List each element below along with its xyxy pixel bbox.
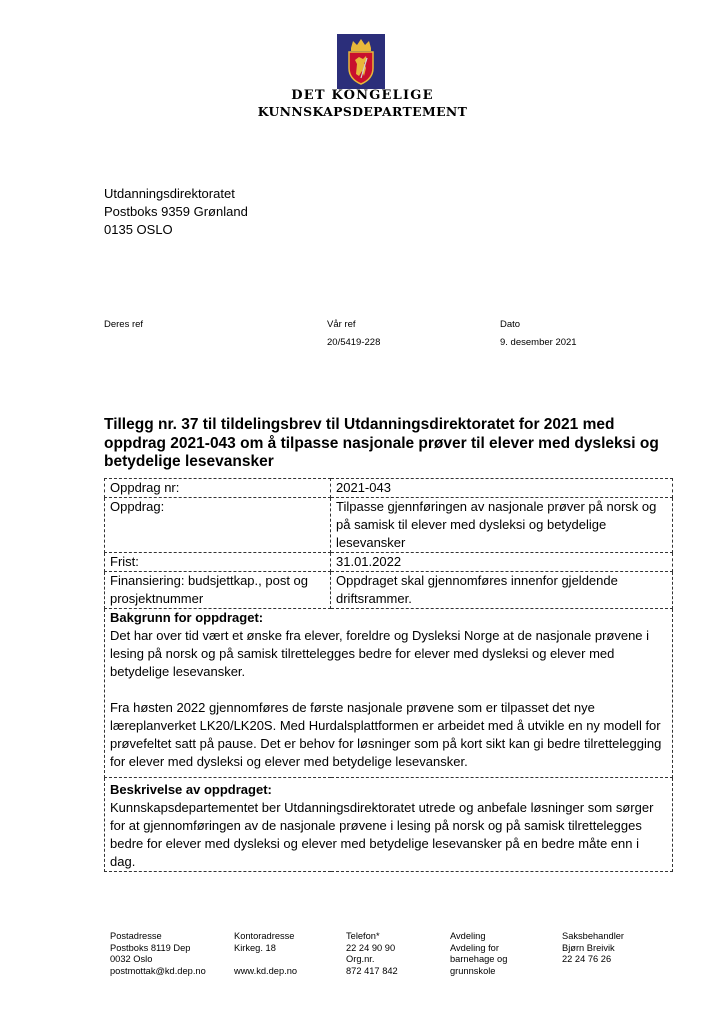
table-cell-value: 2021-043	[331, 479, 673, 498]
var-ref-value: 20/5419-228	[327, 337, 381, 348]
letterhead-line-1: DET KONGELIGE	[291, 88, 434, 103]
var-ref-label: Vår ref	[327, 319, 356, 330]
footer-telefon	[346, 931, 398, 977]
background-heading: Bakgrunn for oppdraget:	[110, 610, 264, 625]
table-cell-value: 31.01.2022	[331, 553, 673, 572]
background-section	[105, 609, 673, 778]
table-row	[105, 498, 673, 553]
footer-text: Avdeling for	[450, 942, 499, 953]
footer-label: Postadresse	[110, 931, 162, 941]
table-row	[105, 609, 673, 778]
description-paragraph: Kunnskapsdepartementet ber Utdanningsdirektoratet utrede og anbefale løsninger som sørger for at gjennomføringen av de nasjonale prøvene i lesing på norsk og på samisk tilrettelegges bedre for elever med dysleksi og elever med betydelige lesevansker på en bedre måte enn i dag.	[110, 800, 654, 869]
document-title: Tillegg nr. 37 til tildelingsbrev til Utdanningsdirektoratet for 2021 med oppdrag 2021-043 om å tilpasse nasjonale prøver til elever med dysleksi og betydelige lesevansker	[104, 416, 659, 470]
deres-ref-label: Deres ref	[104, 319, 144, 330]
description-section	[105, 778, 673, 872]
footer-saksbehandler	[562, 931, 624, 966]
table-row	[105, 778, 673, 872]
footer-text: Kirkeg. 18	[234, 942, 276, 953]
footer-email: postmottak@kd.dep.no	[110, 965, 206, 976]
dato-value: 9. desember 2021	[500, 337, 577, 348]
table-row	[105, 572, 673, 609]
recipient-street: Postboks 9359 Grønland	[104, 204, 248, 219]
table-cell-label: Oppdrag nr:	[105, 479, 331, 498]
table-cell-label: Oppdrag:	[105, 498, 331, 553]
footer-label: Kontoradresse	[234, 931, 295, 941]
dato-label: Dato	[500, 319, 521, 330]
recipient-address	[104, 185, 248, 239]
assignment-table	[104, 478, 673, 872]
background-paragraph-2: Fra høsten 2022 gjennomføres de første nasjonale prøvene som er tilpasset det nye læreplanverket LK20/LK20S. Med Hurdalsplattformen er arbeidet med å utvikle en ny modell for prøvefeltet satt på pause. Det er behov for løsninger som på kort sikt kan gi bedre tilrettelegging for elever med dysleksi og elever med betydelige lesevansker.	[110, 700, 662, 769]
footer-label: Avdeling	[450, 931, 486, 941]
footer-postadresse	[110, 931, 206, 977]
footer-text: Org.nr.	[346, 954, 375, 965]
footer-label: Saksbehandler	[562, 931, 625, 941]
footer-text: 22 24 76 26	[562, 954, 612, 965]
table-row	[105, 553, 673, 572]
footer-text: barnehage og	[450, 954, 508, 965]
footer-label: Telefon*	[346, 931, 380, 941]
footer-text	[234, 954, 297, 966]
footer-text: grunnskole	[450, 965, 496, 976]
table-cell-value: Oppdraget skal gjennomføres innenfor gjeldende driftsrammer.	[331, 572, 673, 609]
table-row	[105, 479, 673, 498]
letterhead-line-2: KUNNSKAPSDEPARTEMENT	[257, 104, 468, 119]
recipient-name: Utdanningsdirektoratet	[104, 186, 235, 201]
footer-kontoradresse	[234, 931, 297, 977]
footer-text: Postboks 8119 Dep	[110, 942, 191, 953]
recipient-city: 0135 OSLO	[104, 222, 173, 237]
background-paragraph-1: Det har over tid vært et ønske fra elever, foreldre og Dysleksi Norge at de nasjonale prøvene i lesing på norsk og på samisk tilrettelegges bedre for elever med dysleksi og elever med betydelige lesevansker.	[110, 628, 650, 679]
footer-text: 22 24 90 90	[346, 942, 396, 953]
description-heading: Beskrivelse av oppdraget:	[110, 782, 272, 797]
footer-website: www.kd.dep.no	[234, 965, 298, 976]
coat-of-arms-icon	[337, 34, 385, 89]
footer-avdeling	[450, 931, 507, 977]
footer-text: 872 417 842	[346, 965, 398, 976]
footer-text: Bjørn Breivik	[562, 942, 615, 953]
table-cell-value: Tilpasse gjennføringen av nasjonale prøver på norsk og på samisk til elever med dysleksi og betydelige lesevansker	[331, 498, 673, 553]
table-cell-label: Frist:	[105, 553, 331, 572]
footer-text: 0032 Oslo	[110, 954, 153, 965]
table-cell-label: Finansiering: budsjettkap., post og prosjektnummer	[105, 572, 331, 609]
